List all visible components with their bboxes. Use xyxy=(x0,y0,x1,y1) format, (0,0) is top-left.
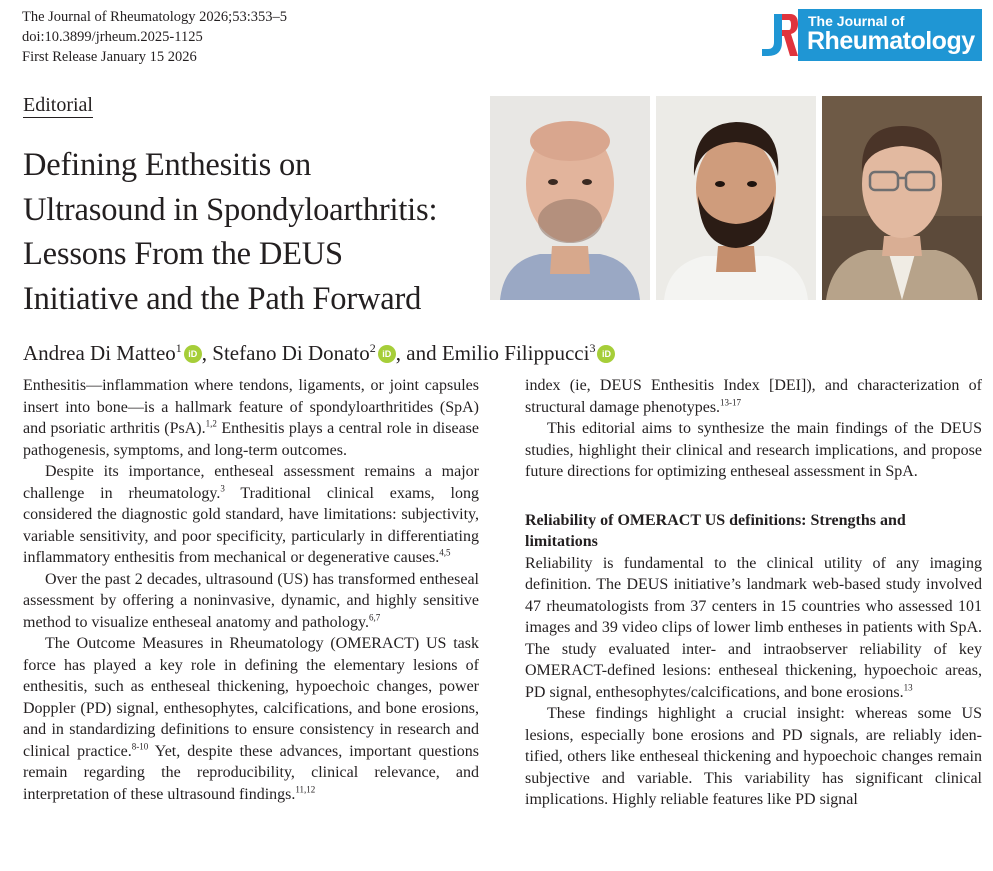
citation-ref[interactable]: 3 xyxy=(220,483,225,494)
section-label: Editorial xyxy=(23,94,93,116)
citation-ref[interactable]: 1,2 xyxy=(205,418,217,429)
affiliation-ref[interactable]: 1 xyxy=(175,341,182,355)
body-column-left xyxy=(23,375,479,805)
author-separator: , and xyxy=(395,341,442,365)
citation-ref[interactable]: 11,12 xyxy=(295,784,316,795)
author-name: Andrea Di Matteo xyxy=(23,341,176,365)
doi[interactable]: doi:10.3899/jrheum.2025-1125 xyxy=(22,29,203,45)
author-separator: , xyxy=(201,341,213,365)
journal-logo-wordmark: The Journal of Rheumatology xyxy=(798,9,982,61)
citation-ref[interactable]: 6,7 xyxy=(368,612,381,623)
paragraph: These findings highlight a crucial insight: whereas some US lesions, especially bone erosions and PD signals, are reliably identified, others like entheseal thickening and hypoechoic changes remain subjective and variable. This variability has significant clinical implications. Highly reliable features like PD signal xyxy=(525,705,982,808)
affiliation-ref[interactable]: 3 xyxy=(589,341,596,355)
author-list xyxy=(23,334,615,367)
paragraph: index (ie, DEUS Enthesitis Index [DEI]), and characterization of structural damage phenotypes.$^{13-17}$ xyxy=(525,377,982,416)
journal-citation: The Journal of Rheumatology 2026;53:353–5 xyxy=(22,9,287,25)
orcid-icon[interactable]: iD xyxy=(184,345,202,363)
journal-logo[interactable] xyxy=(760,9,982,61)
jr-logo-icon xyxy=(760,12,798,60)
title-line: Lessons From the DEUS xyxy=(23,236,343,272)
title-line: Ultrasound in Spondyloarthritis: xyxy=(23,191,438,228)
orcid-icon[interactable]: iD xyxy=(378,345,396,363)
title-line: Initiative and the Path Forward xyxy=(23,280,422,317)
first-release-date: First Release January 15 2026 xyxy=(22,49,197,65)
orcid-icon[interactable]: iD xyxy=(597,345,615,363)
citation-block xyxy=(22,7,287,67)
paragraph: The Outcome Measures in Rheumatology (OMERACT) US task force has played a key role in defining the elementary lesions of enthesitis, such as entheseal thickening, hypoechoic changes, power Doppler (PD) signal, enthesophytes, calcifications, and bone erosions, and in standardizing definitions to ensure consistency in research and clinical practice.$^{8-10}$ Yet, despite these advances, important questions remain regarding the reproducibility, clinical relevance, and interpretation of these ultrasound findings.$^{11,12}$ xyxy=(23,635,480,803)
title-line: Defining Enthesitis on xyxy=(23,147,312,183)
citation-ref[interactable]: 8-10 xyxy=(131,741,149,752)
author-photo-3 xyxy=(822,96,982,300)
paragraph: Enthesitis—inflammation where tendons, ligaments, or joint capsules insert into bone—is a hallmark feature of spondyloarthritides (SpA) and psoriatic arthritis (PsA).$^{1,2}$ Enthesitis plays a central role in disease pathogenesis, symptoms, and long-term outcomes. xyxy=(23,377,480,459)
paragraph: Reliability is fundamental to the clinical utility of any imaging definition. The DEUS initiative’s landmark web-based study involved 47 rheumatologists from 37 centers in 15 countries who assessed 101 images and 39 video clips of lower limb entheses in patients with SpA. The study evaluated inter- and intraobserver reliability of key OMERACT-defined lesions: entheseal thickening, hypoechoic areas, PD signal, enthesophytes/calcifications, and bone erosions.$^{13}$ xyxy=(525,554,982,701)
article-title xyxy=(23,143,493,321)
author-name: Emilio Filippucci xyxy=(441,341,590,365)
author-name: Stefano Di Donato xyxy=(212,341,370,365)
paragraph: This editorial aims to synthesize the main findings of the DEUS studies, highlight their clinical and research implications, and propose future directions for optimizing entheseal assessment in SpA. xyxy=(525,420,982,480)
citation-ref[interactable]: 13-17 xyxy=(720,397,742,408)
citation-ref[interactable]: 13 xyxy=(903,682,913,693)
body-column-right xyxy=(525,375,982,811)
author-photo-1 xyxy=(490,96,650,300)
paragraph: Over the past 2 decades, ultrasound (US) has transformed entheseal assessment by offering a noninvasive, dynamic, and highly sensitive method to visualize entheseal anatomy and pathology.$^{6,7}$ xyxy=(23,570,479,631)
author-photo-2 xyxy=(656,96,816,300)
affiliation-ref[interactable]: 2 xyxy=(369,341,376,355)
paragraph: Despite its importance, entheseal assessment remains a major challenge in rheumatology.$^3$ Traditional clinical exams, long considered the diagnostic gold standard, have limitations: subjectivity, variable sensitivity, and poor specificity, particularly in differentiating inflammatory enthesitis from mechanical or degenerative causes.$^{4,5}$ xyxy=(23,463,480,566)
section-heading: Reliability of OMERACT US definitions: Strengths and limitations xyxy=(525,511,906,550)
citation-ref[interactable]: 4,5 xyxy=(439,547,451,558)
